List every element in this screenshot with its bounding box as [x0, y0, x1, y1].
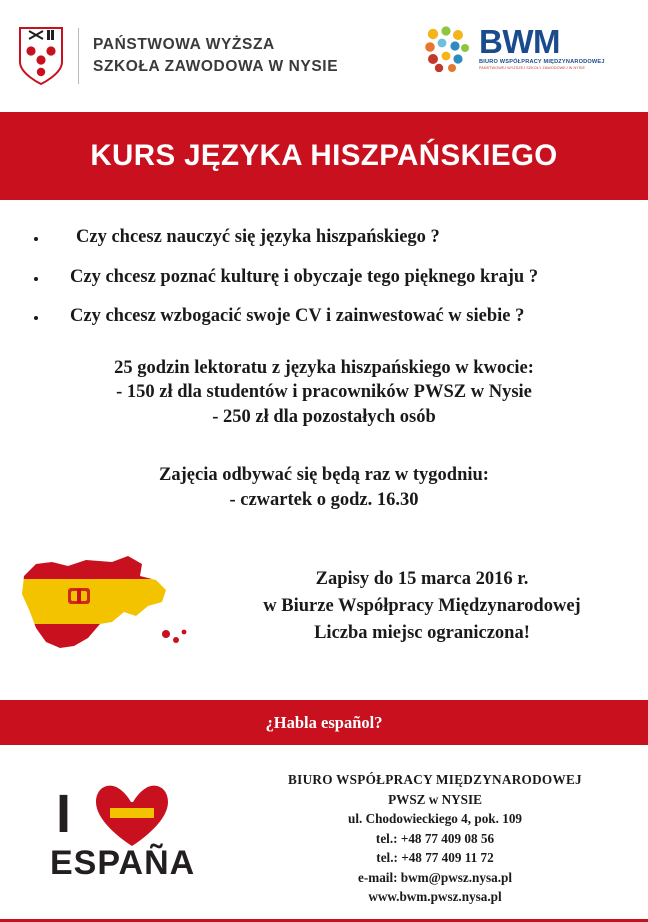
signup-line: w Biurze Współpracy Międzynarodowej [263, 596, 581, 617]
price-line: - 250 zł dla pozostałych osób [212, 406, 436, 427]
signup-block [218, 542, 648, 646]
habla-espanol-text: ¿Habla español? [265, 712, 383, 732]
bullet-icon [34, 316, 38, 320]
bwm-acronym: BWM [479, 23, 560, 60]
contact-email[interactable]: e-mail: bwm@pwsz.nysa.pl [357, 869, 513, 885]
bwm-subtitle-small: PAŃSTWOWEJ WYŻSZEJ SZKOŁY ZAWODOWEJ W NYSIE [479, 66, 586, 71]
list-item [30, 228, 648, 247]
nysa-coat-of-arms-icon [18, 26, 64, 86]
contact-line: ul. Chodowieckiego 4, pok. 109 [347, 811, 523, 827]
title-banner [0, 112, 648, 200]
signup-line: Zapisy do 15 marca 2016 r. [315, 569, 529, 590]
contact-website[interactable]: www.bwm.pwsz.nysa.pl [368, 889, 502, 905]
list-item [30, 268, 648, 287]
price-line: 25 godzin lektoratu z języka hiszpańskiego w kwocie: [114, 357, 534, 378]
list-item [30, 307, 648, 326]
spain-map-flag-icon [0, 542, 218, 673]
contact-line: BIURO WSPÓŁPRACY MIĘDZYNARODOWEJ [288, 772, 582, 787]
price-line: - 150 zł dla studentów i pracowników PWSZ w Nysie [116, 382, 532, 403]
bullet-icon [34, 237, 38, 241]
contact-line: tel.: +48 77 409 08 56 [375, 830, 495, 846]
question-text: Czy chcesz poznać kulturę i obyczaje tego pięknego kraju ? [70, 266, 539, 287]
page-title: KURS JĘZYKA HISZPAŃSKIEGO [90, 139, 558, 172]
header-divider [78, 28, 79, 84]
question-text: Czy chcesz nauczyć się języka hiszpańskiego ? [76, 227, 440, 247]
bwm-text-block [479, 23, 605, 71]
habla-espanol-banner [0, 700, 648, 745]
bwm-subtitle: BIURO WSPÓŁPRACY MIĘDZYNARODOWEJ [479, 59, 605, 66]
page-footer [0, 752, 648, 922]
university-name-line2: SZKOŁA ZAWODOWA W NYSIE [93, 58, 339, 75]
bwm-colored-dots-icon [424, 26, 470, 72]
bullet-icon [34, 277, 38, 281]
question-text: Czy chcesz wzbogacić swoje CV i zainwestować w siebie ? [70, 306, 525, 326]
bwm-logo [424, 23, 605, 72]
price-block [0, 356, 648, 430]
svg-text:ESPAÑA: ESPAÑA [50, 844, 196, 880]
university-name [93, 34, 338, 79]
page-header [0, 0, 648, 112]
contact-line: tel.: +48 77 409 11 72 [376, 850, 494, 866]
main-content [0, 200, 648, 673]
map-and-signup-row [0, 542, 648, 673]
questions-list [0, 228, 648, 326]
contact-line: PWSZ w NYSIE [388, 791, 482, 807]
university-name-line1: PAŃSTWOWA WYŻSZA [93, 35, 275, 53]
signup-line: Liczba miejsc ograniczona! [314, 623, 530, 644]
contact-block [240, 752, 648, 907]
university-identity [18, 26, 338, 86]
schedule-line: - czwartek o godz. 16.30 [229, 489, 419, 510]
i-love-espana-heart-icon [0, 752, 240, 885]
schedule-line: Zajęcia odbywać się będą raz w tygodniu: [159, 465, 489, 486]
schedule-block [0, 463, 648, 512]
svg-text:I: I [56, 784, 72, 844]
